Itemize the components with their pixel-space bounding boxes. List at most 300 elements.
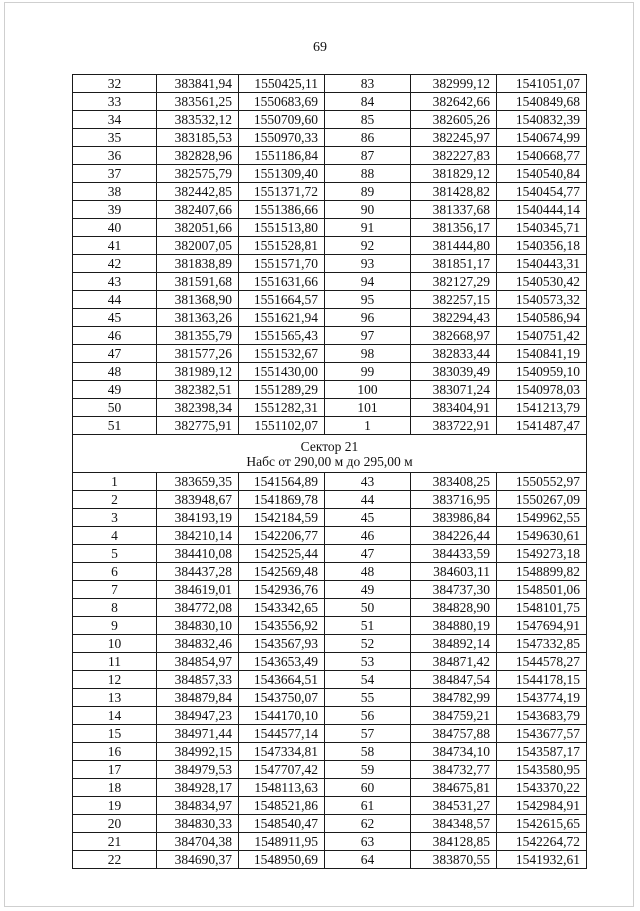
point-number-left-cell: 22 xyxy=(73,851,157,869)
x-right-cell: 384732,77 xyxy=(411,761,497,779)
x-left-cell: 383948,67 xyxy=(157,491,239,509)
x-right-cell: 384892,14 xyxy=(411,635,497,653)
x-right-cell: 384734,10 xyxy=(411,743,497,761)
y-right-cell: 1542984,91 xyxy=(497,797,587,815)
table-row xyxy=(73,761,587,779)
y-left-cell: 1542206,77 xyxy=(239,527,325,545)
y-right-cell: 1544178,15 xyxy=(497,671,587,689)
x-right-cell: 381444,80 xyxy=(411,237,497,255)
point-number-right-cell: 57 xyxy=(325,725,411,743)
x-right-cell: 383986,84 xyxy=(411,509,497,527)
point-number-right-cell: 96 xyxy=(325,309,411,327)
y-left-cell: 1551371,72 xyxy=(239,183,325,201)
point-number-left-cell: 33 xyxy=(73,93,157,111)
y-right-cell: 1541213,79 xyxy=(497,399,587,417)
x-right-cell: 383071,24 xyxy=(411,381,497,399)
y-right-cell: 1543683,79 xyxy=(497,707,587,725)
x-left-cell: 382575,79 xyxy=(157,165,239,183)
y-left-cell: 1547334,81 xyxy=(239,743,325,761)
point-number-left-cell: 44 xyxy=(73,291,157,309)
point-number-right-cell: 55 xyxy=(325,689,411,707)
y-right-cell: 1541932,61 xyxy=(497,851,587,869)
table-row xyxy=(73,147,587,165)
y-right-cell: 1548101,75 xyxy=(497,599,587,617)
point-number-left-cell: 41 xyxy=(73,237,157,255)
y-right-cell: 1541051,07 xyxy=(497,75,587,93)
point-number-right-cell: 58 xyxy=(325,743,411,761)
point-number-right-cell: 51 xyxy=(325,617,411,635)
table-row xyxy=(73,381,587,399)
x-left-cell: 382828,96 xyxy=(157,147,239,165)
y-right-cell: 1542615,65 xyxy=(497,815,587,833)
point-number-left-cell: 51 xyxy=(73,417,157,435)
x-left-cell: 382382,51 xyxy=(157,381,239,399)
x-left-cell: 382775,91 xyxy=(157,417,239,435)
y-left-cell: 1551282,31 xyxy=(239,399,325,417)
x-left-cell: 381838,89 xyxy=(157,255,239,273)
point-number-right-cell: 88 xyxy=(325,165,411,183)
y-right-cell: 1542264,72 xyxy=(497,833,587,851)
point-number-right-cell: 45 xyxy=(325,509,411,527)
table-row xyxy=(73,491,587,509)
point-number-right-cell: 43 xyxy=(325,473,411,491)
point-number-right-cell: 46 xyxy=(325,527,411,545)
point-number-right-cell: 63 xyxy=(325,833,411,851)
point-number-left-cell: 16 xyxy=(73,743,157,761)
point-number-left-cell: 4 xyxy=(73,527,157,545)
table-row xyxy=(73,345,587,363)
point-number-left-cell: 39 xyxy=(73,201,157,219)
point-number-right-cell: 93 xyxy=(325,255,411,273)
y-left-cell: 1543750,07 xyxy=(239,689,325,707)
x-left-cell: 384947,23 xyxy=(157,707,239,725)
x-right-cell: 381829,12 xyxy=(411,165,497,183)
y-left-cell: 1550683,69 xyxy=(239,93,325,111)
table-row xyxy=(73,363,587,381)
x-left-cell: 384832,46 xyxy=(157,635,239,653)
y-left-cell: 1541869,78 xyxy=(239,491,325,509)
y-right-cell: 1541487,47 xyxy=(497,417,587,435)
point-number-right-cell: 97 xyxy=(325,327,411,345)
x-right-cell: 382257,15 xyxy=(411,291,497,309)
x-left-cell: 384992,15 xyxy=(157,743,239,761)
point-number-left-cell: 42 xyxy=(73,255,157,273)
point-number-left-cell: 21 xyxy=(73,833,157,851)
point-number-right-cell: 101 xyxy=(325,399,411,417)
point-number-right-cell: 50 xyxy=(325,599,411,617)
sector-title: Сектор 21 xyxy=(300,438,359,454)
bottom-rows xyxy=(73,473,587,869)
y-right-cell: 1540443,31 xyxy=(497,255,587,273)
point-number-left-cell: 7 xyxy=(73,581,157,599)
table-row xyxy=(73,599,587,617)
table-row xyxy=(73,399,587,417)
y-left-cell: 1550425,11 xyxy=(239,75,325,93)
y-right-cell: 1540849,68 xyxy=(497,93,587,111)
x-left-cell: 384619,01 xyxy=(157,581,239,599)
y-right-cell: 1540454,77 xyxy=(497,183,587,201)
x-left-cell: 381989,12 xyxy=(157,363,239,381)
x-right-cell: 383404,91 xyxy=(411,399,497,417)
y-left-cell: 1543567,93 xyxy=(239,635,325,653)
y-left-cell: 1551430,00 xyxy=(239,363,325,381)
y-left-cell: 1544577,14 xyxy=(239,725,325,743)
table-row xyxy=(73,201,587,219)
y-left-cell: 1550970,33 xyxy=(239,129,325,147)
y-left-cell: 1551102,07 xyxy=(239,417,325,435)
y-right-cell: 1543774,19 xyxy=(497,689,587,707)
x-left-cell: 384210,14 xyxy=(157,527,239,545)
y-left-cell: 1551386,66 xyxy=(239,201,325,219)
table-row xyxy=(73,779,587,797)
sector-subtitle: Набс от 290,00 м до 295,00 м xyxy=(246,453,413,469)
x-left-cell: 382051,66 xyxy=(157,219,239,237)
table-row xyxy=(73,111,587,129)
table-row xyxy=(73,509,587,527)
x-right-cell: 382127,29 xyxy=(411,273,497,291)
x-left-cell: 383185,53 xyxy=(157,129,239,147)
table-row xyxy=(73,527,587,545)
point-number-right-cell: 52 xyxy=(325,635,411,653)
sector-title-cell xyxy=(73,435,587,473)
y-right-cell: 1543587,17 xyxy=(497,743,587,761)
point-number-right-cell: 44 xyxy=(325,491,411,509)
y-right-cell: 1543677,57 xyxy=(497,725,587,743)
point-number-right-cell: 98 xyxy=(325,345,411,363)
table-row xyxy=(73,671,587,689)
point-number-right-cell: 91 xyxy=(325,219,411,237)
point-number-left-cell: 20 xyxy=(73,815,157,833)
y-left-cell: 1551309,40 xyxy=(239,165,325,183)
table-row xyxy=(73,165,587,183)
point-number-left-cell: 36 xyxy=(73,147,157,165)
y-left-cell: 1548113,63 xyxy=(239,779,325,797)
y-right-cell: 1547694,91 xyxy=(497,617,587,635)
y-left-cell: 1548540,47 xyxy=(239,815,325,833)
x-left-cell: 382398,34 xyxy=(157,399,239,417)
y-right-cell: 1550267,09 xyxy=(497,491,587,509)
x-right-cell: 384757,88 xyxy=(411,725,497,743)
y-right-cell: 1548899,82 xyxy=(497,563,587,581)
point-number-right-cell: 1 xyxy=(325,417,411,435)
table-row xyxy=(73,309,587,327)
x-left-cell: 383841,94 xyxy=(157,75,239,93)
y-left-cell: 1550709,60 xyxy=(239,111,325,129)
y-left-cell: 1551289,29 xyxy=(239,381,325,399)
x-left-cell: 381363,26 xyxy=(157,309,239,327)
table-row xyxy=(73,851,587,869)
y-right-cell: 1540573,32 xyxy=(497,291,587,309)
point-number-left-cell: 34 xyxy=(73,111,157,129)
y-left-cell: 1551528,81 xyxy=(239,237,325,255)
table-row xyxy=(73,815,587,833)
y-right-cell: 1544578,27 xyxy=(497,653,587,671)
point-number-right-cell: 49 xyxy=(325,581,411,599)
x-right-cell: 384348,57 xyxy=(411,815,497,833)
table-row xyxy=(73,327,587,345)
y-left-cell: 1551513,80 xyxy=(239,219,325,237)
point-number-left-cell: 48 xyxy=(73,363,157,381)
point-number-right-cell: 64 xyxy=(325,851,411,869)
point-number-left-cell: 5 xyxy=(73,545,157,563)
x-right-cell: 382227,83 xyxy=(411,147,497,165)
y-right-cell: 1547332,85 xyxy=(497,635,587,653)
y-left-cell: 1547707,42 xyxy=(239,761,325,779)
x-right-cell: 381356,17 xyxy=(411,219,497,237)
point-number-right-cell: 89 xyxy=(325,183,411,201)
point-number-left-cell: 6 xyxy=(73,563,157,581)
x-left-cell: 383532,12 xyxy=(157,111,239,129)
x-right-cell: 384675,81 xyxy=(411,779,497,797)
x-right-cell: 384128,85 xyxy=(411,833,497,851)
x-right-cell: 382294,43 xyxy=(411,309,497,327)
point-number-right-cell: 86 xyxy=(325,129,411,147)
point-number-left-cell: 35 xyxy=(73,129,157,147)
point-number-left-cell: 40 xyxy=(73,219,157,237)
point-number-left-cell: 13 xyxy=(73,689,157,707)
table-row xyxy=(73,617,587,635)
y-right-cell: 1540530,42 xyxy=(497,273,587,291)
point-number-right-cell: 47 xyxy=(325,545,411,563)
y-left-cell: 1542936,76 xyxy=(239,581,325,599)
x-right-cell: 383870,55 xyxy=(411,851,497,869)
x-right-cell: 384880,19 xyxy=(411,617,497,635)
table-row xyxy=(73,75,587,93)
point-number-left-cell: 50 xyxy=(73,399,157,417)
y-left-cell: 1551631,66 xyxy=(239,273,325,291)
x-right-cell: 382642,66 xyxy=(411,93,497,111)
y-right-cell: 1540668,77 xyxy=(497,147,587,165)
table-row xyxy=(73,183,587,201)
x-right-cell: 382668,97 xyxy=(411,327,497,345)
y-left-cell: 1543556,92 xyxy=(239,617,325,635)
x-left-cell: 384704,38 xyxy=(157,833,239,851)
point-number-right-cell: 53 xyxy=(325,653,411,671)
y-right-cell: 1543370,22 xyxy=(497,779,587,797)
x-right-cell: 382833,44 xyxy=(411,345,497,363)
y-right-cell: 1543580,95 xyxy=(497,761,587,779)
table-row xyxy=(73,473,587,491)
y-left-cell: 1543342,65 xyxy=(239,599,325,617)
point-number-right-cell: 90 xyxy=(325,201,411,219)
sector-header-row xyxy=(73,435,587,473)
y-right-cell: 1540832,39 xyxy=(497,111,587,129)
x-right-cell: 384759,21 xyxy=(411,707,497,725)
coordinates-table xyxy=(72,74,587,869)
point-number-left-cell: 11 xyxy=(73,653,157,671)
x-right-cell: 384782,99 xyxy=(411,689,497,707)
x-left-cell: 384854,97 xyxy=(157,653,239,671)
top-rows xyxy=(73,75,587,435)
point-number-right-cell: 85 xyxy=(325,111,411,129)
y-right-cell: 1549962,55 xyxy=(497,509,587,527)
point-number-right-cell: 56 xyxy=(325,707,411,725)
table-row xyxy=(73,93,587,111)
table-row xyxy=(73,833,587,851)
sector-header xyxy=(73,435,587,473)
x-left-cell: 384971,44 xyxy=(157,725,239,743)
x-left-cell: 382407,66 xyxy=(157,201,239,219)
x-right-cell: 381851,17 xyxy=(411,255,497,273)
x-left-cell: 381368,90 xyxy=(157,291,239,309)
x-left-cell: 382442,85 xyxy=(157,183,239,201)
point-number-right-cell: 100 xyxy=(325,381,411,399)
point-number-right-cell: 87 xyxy=(325,147,411,165)
y-left-cell: 1542525,44 xyxy=(239,545,325,563)
table-row xyxy=(73,725,587,743)
x-right-cell: 381337,68 xyxy=(411,201,497,219)
y-left-cell: 1541564,89 xyxy=(239,473,325,491)
point-number-right-cell: 99 xyxy=(325,363,411,381)
table-row xyxy=(73,273,587,291)
point-number-left-cell: 8 xyxy=(73,599,157,617)
point-number-left-cell: 9 xyxy=(73,617,157,635)
point-number-left-cell: 3 xyxy=(73,509,157,527)
x-left-cell: 384830,10 xyxy=(157,617,239,635)
table-row xyxy=(73,635,587,653)
y-right-cell: 1540345,71 xyxy=(497,219,587,237)
table-row xyxy=(73,255,587,273)
x-right-cell: 383408,25 xyxy=(411,473,497,491)
point-number-right-cell: 54 xyxy=(325,671,411,689)
x-left-cell: 381355,79 xyxy=(157,327,239,345)
x-left-cell: 384979,53 xyxy=(157,761,239,779)
y-right-cell: 1549273,18 xyxy=(497,545,587,563)
table-row xyxy=(73,743,587,761)
point-number-left-cell: 49 xyxy=(73,381,157,399)
x-right-cell: 382605,26 xyxy=(411,111,497,129)
y-right-cell: 1548501,06 xyxy=(497,581,587,599)
y-right-cell: 1550552,97 xyxy=(497,473,587,491)
point-number-left-cell: 2 xyxy=(73,491,157,509)
table-row xyxy=(73,545,587,563)
table-row xyxy=(73,797,587,815)
x-right-cell: 384847,54 xyxy=(411,671,497,689)
y-right-cell: 1540356,18 xyxy=(497,237,587,255)
x-left-cell: 384834,97 xyxy=(157,797,239,815)
y-left-cell: 1543653,49 xyxy=(239,653,325,671)
x-left-cell: 383659,35 xyxy=(157,473,239,491)
table-row xyxy=(73,291,587,309)
x-left-cell: 384410,08 xyxy=(157,545,239,563)
point-number-left-cell: 18 xyxy=(73,779,157,797)
x-right-cell: 383716,95 xyxy=(411,491,497,509)
y-left-cell: 1548521,86 xyxy=(239,797,325,815)
x-right-cell: 381428,82 xyxy=(411,183,497,201)
point-number-right-cell: 94 xyxy=(325,273,411,291)
x-left-cell: 384857,33 xyxy=(157,671,239,689)
y-left-cell: 1542184,59 xyxy=(239,509,325,527)
y-left-cell: 1542569,48 xyxy=(239,563,325,581)
x-right-cell: 383722,91 xyxy=(411,417,497,435)
point-number-right-cell: 59 xyxy=(325,761,411,779)
x-left-cell: 381577,26 xyxy=(157,345,239,363)
table-row xyxy=(73,237,587,255)
y-right-cell: 1549630,61 xyxy=(497,527,587,545)
y-right-cell: 1540841,19 xyxy=(497,345,587,363)
point-number-left-cell: 38 xyxy=(73,183,157,201)
x-left-cell: 384879,84 xyxy=(157,689,239,707)
x-left-cell: 384193,19 xyxy=(157,509,239,527)
table-row xyxy=(73,219,587,237)
point-number-left-cell: 1 xyxy=(73,473,157,491)
point-number-right-cell: 60 xyxy=(325,779,411,797)
y-right-cell: 1540959,10 xyxy=(497,363,587,381)
point-number-right-cell: 83 xyxy=(325,75,411,93)
point-number-left-cell: 12 xyxy=(73,671,157,689)
x-right-cell: 384871,42 xyxy=(411,653,497,671)
point-number-right-cell: 95 xyxy=(325,291,411,309)
point-number-left-cell: 43 xyxy=(73,273,157,291)
x-right-cell: 384226,44 xyxy=(411,527,497,545)
y-left-cell: 1543664,51 xyxy=(239,671,325,689)
point-number-left-cell: 47 xyxy=(73,345,157,363)
y-right-cell: 1540586,94 xyxy=(497,309,587,327)
x-right-cell: 384603,11 xyxy=(411,563,497,581)
point-number-right-cell: 62 xyxy=(325,815,411,833)
y-left-cell: 1551532,67 xyxy=(239,345,325,363)
page-number: 69 xyxy=(313,40,327,55)
y-right-cell: 1540751,42 xyxy=(497,327,587,345)
point-number-right-cell: 84 xyxy=(325,93,411,111)
point-number-left-cell: 19 xyxy=(73,797,157,815)
y-left-cell: 1548911,95 xyxy=(239,833,325,851)
x-left-cell: 384690,37 xyxy=(157,851,239,869)
point-number-left-cell: 45 xyxy=(73,309,157,327)
table-row xyxy=(73,563,587,581)
x-left-cell: 381591,68 xyxy=(157,273,239,291)
y-left-cell: 1544170,10 xyxy=(239,707,325,725)
point-number-right-cell: 92 xyxy=(325,237,411,255)
point-number-left-cell: 17 xyxy=(73,761,157,779)
point-number-right-cell: 61 xyxy=(325,797,411,815)
x-right-cell: 382245,97 xyxy=(411,129,497,147)
point-number-left-cell: 10 xyxy=(73,635,157,653)
x-left-cell: 384437,28 xyxy=(157,563,239,581)
x-left-cell: 384830,33 xyxy=(157,815,239,833)
y-right-cell: 1540444,14 xyxy=(497,201,587,219)
x-left-cell: 382007,05 xyxy=(157,237,239,255)
table-row xyxy=(73,707,587,725)
y-left-cell: 1551571,70 xyxy=(239,255,325,273)
y-right-cell: 1540540,84 xyxy=(497,165,587,183)
x-right-cell: 382999,12 xyxy=(411,75,497,93)
y-left-cell: 1551186,84 xyxy=(239,147,325,165)
x-left-cell: 384928,17 xyxy=(157,779,239,797)
y-left-cell: 1551664,57 xyxy=(239,291,325,309)
y-left-cell: 1551621,94 xyxy=(239,309,325,327)
y-left-cell: 1551565,43 xyxy=(239,327,325,345)
y-right-cell: 1540674,99 xyxy=(497,129,587,147)
point-number-left-cell: 37 xyxy=(73,165,157,183)
table-row xyxy=(73,653,587,671)
y-right-cell: 1540978,03 xyxy=(497,381,587,399)
table-row xyxy=(73,129,587,147)
x-right-cell: 383039,49 xyxy=(411,363,497,381)
point-number-left-cell: 46 xyxy=(73,327,157,345)
point-number-right-cell: 48 xyxy=(325,563,411,581)
table-row xyxy=(73,417,587,435)
x-right-cell: 384737,30 xyxy=(411,581,497,599)
table-row xyxy=(73,581,587,599)
point-number-left-cell: 32 xyxy=(73,75,157,93)
x-right-cell: 384828,90 xyxy=(411,599,497,617)
point-number-left-cell: 15 xyxy=(73,725,157,743)
table-row xyxy=(73,689,587,707)
point-number-left-cell: 14 xyxy=(73,707,157,725)
x-left-cell: 383561,25 xyxy=(157,93,239,111)
y-left-cell: 1548950,69 xyxy=(239,851,325,869)
